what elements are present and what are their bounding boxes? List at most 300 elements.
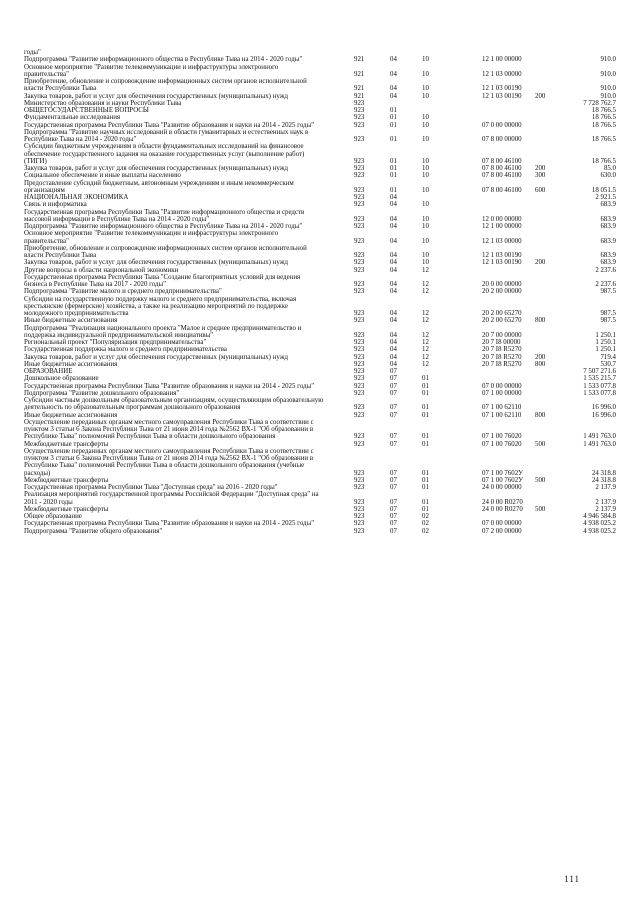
section-code: 04 (390, 281, 397, 288)
target-article-code: 07 1 00 62110 (482, 411, 522, 419)
subsection-code: 01 (422, 433, 429, 441)
target-article-code: 12 1 00 00000 (482, 56, 522, 64)
target-article-code: 07 0 00 00000 (482, 382, 522, 390)
row-name: Фундаментальные исследования (24, 114, 121, 122)
amount: 1 533 077.8 (583, 382, 616, 390)
admin-code: 923 (354, 259, 365, 267)
section-code: 04 (390, 331, 397, 339)
admin-code: 923 (354, 310, 365, 317)
subsection-code: 12 (422, 266, 429, 274)
subsection-code: 12 (422, 317, 429, 325)
amount: 2 237.6 (595, 266, 616, 274)
row-name: Другие вопросы в области национальной экономики (24, 266, 179, 274)
admin-code: 923 (354, 520, 365, 528)
section-code: 04 (390, 92, 397, 100)
table-row (24, 368, 616, 375)
subsection-code: 10 (422, 215, 429, 223)
row-name: Межбюджетные трансферты (24, 505, 109, 513)
subsection-code: 10 (422, 92, 429, 100)
admin-code: 923 (354, 476, 365, 484)
target-article-code: 12 1 00 00000 (482, 223, 522, 230)
expense-type-code: 800 (535, 317, 546, 325)
admin-code: 923 (354, 375, 365, 383)
subsection-code: 12 (422, 310, 429, 317)
amount: 683.9 (600, 215, 616, 223)
section-code: 07 (390, 375, 397, 383)
table-row (24, 477, 616, 484)
row-name: Государственная программа Республики Тыва "Доступная среда" на 2016 - 2020 годы" (24, 484, 278, 491)
expense-type-code: 600 (535, 186, 546, 194)
row-name: Государственная программа Республики Тыва "Развитие образования и науки на 2014 - 2025 годы" (24, 520, 315, 528)
subsection-code: 10 (422, 223, 429, 230)
row-name: Подпрограмма "Развитие информационного общества в Республике Тыва на 2014 - 2020 годы" (24, 223, 303, 230)
admin-code: 923 (354, 440, 365, 448)
table-row (24, 129, 616, 144)
amount: 18 051.5 (591, 186, 616, 194)
table-row (24, 528, 616, 535)
admin-code: 923 (354, 194, 365, 201)
amount: 987.5 (600, 288, 616, 296)
section-code: 04 (390, 353, 397, 361)
target-article-code: 07 8 00 46100 (482, 165, 522, 172)
section-code: 04 (390, 194, 397, 201)
amount: 7 507 271.6 (583, 368, 616, 375)
expense-type-code: 800 (535, 411, 546, 419)
subsection-code: 10 (422, 157, 429, 165)
section-code: 07 (390, 469, 397, 477)
table-row (24, 201, 616, 208)
row-name: Социальное обеспечение и иные выплаты населению (24, 172, 181, 180)
table-row (24, 441, 616, 448)
amount: 719.4 (600, 353, 616, 361)
row-name: Региональный проект "Популяризация предпринимательства" (24, 339, 207, 346)
admin-code: 923 (354, 252, 365, 259)
target-article-code: 07 8 00 46100 (482, 186, 522, 194)
admin-code: 923 (354, 346, 365, 354)
row-name: Основное мероприятие "Развитие телекоммуникации и инфраструктуры электронного правительства" (24, 63, 279, 78)
amount: 1 535 215.7 (583, 375, 616, 383)
amount: 24 318.8 (591, 476, 616, 484)
amount: 910.0 (600, 70, 616, 78)
row-name: Государственная программа Республики Тыва "Развитие образования и науки на 2014 - 2025 годы" (24, 121, 315, 129)
section-code: 04 (390, 223, 397, 230)
target-article-code: 12 1 03 00000 (482, 237, 522, 245)
table-row (24, 354, 616, 361)
row-name: Основное мероприятие "Развитие телекоммуникации и инфраструктуры электронного правительства" (24, 230, 279, 245)
table-row (24, 339, 616, 346)
section-code: 01 (390, 114, 397, 122)
admin-code: 923 (354, 201, 365, 209)
section-code: 01 (390, 136, 397, 143)
admin-code: 923 (354, 165, 365, 172)
expense-type-code: 500 (535, 505, 546, 513)
table-row (24, 375, 616, 382)
section-code: 07 (390, 513, 397, 520)
section-code: 07 (390, 440, 397, 448)
subsection-code: 01 (422, 411, 429, 419)
admin-code: 923 (354, 505, 365, 513)
target-article-code: 12 1 03 00000 (482, 70, 522, 78)
row-name: Предоставление субсидий бюджетным, автономным учреждениям и иным некоммерческим организациям (24, 179, 294, 194)
expense-type-code: 300 (535, 172, 546, 180)
target-article-code: 20 7 I8 00000 (482, 339, 521, 346)
target-article-code: 07 8 00 46100 (482, 157, 522, 165)
table-row (24, 114, 616, 121)
table-row (24, 346, 616, 353)
amount: 16 996.0 (591, 404, 616, 412)
row-name: Закупка товаров, работ и услуг для обеспечения государственных (муниципальных) нужд (24, 259, 288, 267)
admin-code: 923 (354, 121, 365, 129)
table-row (24, 491, 616, 506)
row-name: Закупка товаров, работ и услуг для обеспечения государственных (муниципальных) нужд (24, 165, 288, 172)
table-row (24, 448, 616, 477)
section-code: 07 (390, 389, 397, 397)
row-name: Подпрограмма "Развитие дошкольного образования" (24, 389, 180, 397)
row-name: Связь и информатика (24, 201, 87, 209)
target-article-code: 20 7 00 00000 (482, 331, 522, 339)
amount: 2 137.9 (595, 505, 616, 513)
admin-code: 923 (354, 433, 365, 441)
admin-code: 923 (354, 527, 365, 535)
row-name: Субсидии бюджетным учреждениям в области фундаментальных исследований на финансовое обеспечение государственного задания на оказание государственных услуг (выполнение работ) (ТИГИ) (24, 143, 305, 165)
subsection-code: 10 (422, 237, 429, 245)
subsection-code: 01 (422, 375, 429, 383)
admin-code: 923 (354, 368, 365, 375)
subsection-code: 12 (422, 339, 429, 346)
admin-code: 923 (354, 317, 365, 325)
section-code: 04 (390, 288, 397, 296)
section-code: 07 (390, 498, 397, 506)
table-row (24, 412, 616, 419)
table-row (24, 230, 616, 245)
subsection-code: 10 (422, 136, 429, 143)
section-code: 04 (390, 85, 397, 93)
row-name: Государственная программа Республики Тыва "Создание благоприятных условий для ведения бизнеса в Республике Тыва на 2017 - 2020 годы" (24, 273, 301, 288)
table-row (24, 484, 616, 491)
target-article-code: 07 1 00 7602У (482, 476, 524, 484)
admin-code: 923 (354, 266, 365, 274)
amount: 1 491 763.0 (583, 433, 616, 441)
amount: 7 728 762.7 (583, 99, 616, 107)
target-article-code: 12 1 03 00190 (482, 259, 522, 267)
amount: 2 237.6 (595, 281, 616, 288)
section-code: 01 (390, 121, 397, 129)
amount: 4 938 025.2 (583, 520, 616, 528)
expense-type-code: 200 (535, 259, 546, 267)
amount: 18 766.5 (591, 136, 616, 143)
amount: 18 766.5 (591, 157, 616, 165)
target-article-code: 12 1 03 00190 (482, 252, 522, 259)
row-name: Иные бюджетные ассигнования (24, 411, 118, 419)
table-row (24, 506, 616, 513)
table-row (24, 325, 616, 340)
row-name: ОБРАЗОВАНИЕ (24, 368, 73, 375)
section-code: 01 (390, 172, 397, 180)
admin-code: 923 (354, 237, 365, 245)
admin-code: 923 (354, 157, 365, 165)
subsection-code: 01 (422, 469, 429, 477)
row-name: Подпрограмма "Развитие общего образования" (24, 527, 163, 535)
section-code: 07 (390, 404, 397, 412)
target-article-code: 12 1 03 00190 (482, 92, 522, 100)
budget-table (24, 49, 616, 535)
target-article-code: 07 8 00 00000 (482, 136, 522, 143)
subsection-code: 10 (422, 186, 429, 194)
admin-code: 923 (354, 353, 365, 361)
row-name: Подпрограмма "Развитие малого и среднего предпринимательства" (24, 288, 222, 296)
target-article-code: 20 0 00 00000 (482, 281, 522, 288)
subsection-code: 10 (422, 85, 429, 93)
table-row (24, 383, 616, 390)
subsection-code: 02 (422, 513, 429, 520)
amount: 530.7 (600, 360, 616, 368)
admin-code: 923 (354, 513, 365, 520)
table-row (24, 56, 616, 63)
row-name: Осуществление переданных органам местного самоуправления Республики Тыва в соответствии с пунктом 3 статьи 6 Закона Республики Тыва от 21 июня 2014 года №2562 ВХ-1 "Об образовании в Республике Тыва" полномочий Республики Тыва в области дошкольного образования (учебные расходы) (24, 447, 314, 477)
admin-code: 921 (354, 70, 365, 78)
table-row (24, 274, 616, 289)
admin-code: 923 (354, 186, 365, 194)
section-code: 04 (390, 360, 397, 368)
section-code: 07 (390, 520, 397, 528)
target-article-code: 20 7 I8 R5270 (482, 353, 522, 361)
target-article-code: 07 1 00 00000 (482, 389, 522, 397)
row-name: Государственная поддержка малого и среднего предпринимательства (24, 346, 227, 354)
amount: 910.0 (600, 85, 616, 93)
amount: 1 250.1 (595, 346, 616, 354)
target-article-code: 24 0 00 00000 (482, 484, 522, 491)
row-name: Министерство образования и науки Республики Тыва (24, 99, 182, 107)
table-row (24, 165, 616, 172)
table-row (24, 64, 616, 79)
target-article-code: 24 0 00 R0270 (482, 498, 523, 506)
subsection-code: 10 (422, 70, 429, 78)
table-row (24, 172, 616, 179)
table-row (24, 267, 616, 274)
table-row (24, 390, 616, 397)
amount: 18 766.5 (591, 121, 616, 129)
admin-code: 923 (354, 469, 365, 477)
subsection-code: 12 (422, 346, 429, 354)
row-name: Субсидии на государственную поддержку малого и среднего предпринимательства, включая крестьянские (фермерские) хозяйства, а также на реализацию мероприятий по поддержке молодежного предпринимательства (24, 295, 297, 317)
amount: 683.9 (600, 223, 616, 230)
target-article-code: 07 1 00 62110 (482, 404, 522, 412)
subsection-code: 01 (422, 498, 429, 506)
amount: 2 137.9 (595, 498, 616, 506)
admin-code: 923 (354, 215, 365, 223)
row-name: Межбюджетные трансферты (24, 476, 109, 484)
subsection-code: 10 (422, 259, 429, 267)
table-row (24, 317, 616, 324)
row-name: Иные бюджетные ассигнования (24, 317, 118, 325)
admin-code: 923 (354, 281, 365, 288)
expense-type-code: 500 (535, 476, 546, 484)
subsection-code: 01 (422, 404, 429, 412)
admin-code: 923 (354, 99, 365, 107)
section-code: 07 (390, 368, 397, 375)
admin-code: 923 (354, 360, 365, 368)
amount: 18 766.5 (591, 114, 616, 122)
subsection-code: 01 (422, 476, 429, 484)
subsection-code: 12 (422, 288, 429, 296)
target-article-code: 20 7 I8 R5270 (482, 346, 522, 354)
admin-code: 923 (354, 484, 365, 491)
table-row (24, 520, 616, 527)
expense-type-code: 200 (535, 92, 546, 100)
expense-type-code: 200 (535, 353, 546, 361)
amount: 4 946 584.8 (583, 513, 616, 520)
admin-code: 923 (354, 331, 365, 339)
section-code: 04 (390, 237, 397, 245)
target-article-code: 12 1 03 00190 (482, 85, 522, 93)
section-code: 07 (390, 433, 397, 441)
amount: 987.5 (600, 317, 616, 325)
section-code: 04 (390, 252, 397, 259)
table-row (24, 143, 616, 165)
row-name: Субсидии частным дошкольным образовательным организациям, осуществляющим образовательную деятельность по образовательным программам дошкольного образования (24, 397, 324, 412)
target-article-code: 07 2 00 00000 (482, 527, 522, 535)
table-row (24, 122, 616, 129)
subsection-code: 12 (422, 360, 429, 368)
subsection-code: 01 (422, 484, 429, 491)
row-name: Государственная программа Республики Тыва "Развитие образования и науки на 2014 - 2025 годы" (24, 382, 315, 390)
amount: 683.9 (600, 259, 616, 267)
row-name: Подпрограмма "Развитие информационного общества в Республике Тыва на 2014 - 2020 годы" (24, 56, 303, 64)
target-article-code: 20 2 00 00000 (482, 288, 522, 296)
amount: 1 250.1 (595, 331, 616, 339)
section-code: 04 (390, 70, 397, 78)
table-row (24, 194, 616, 201)
target-article-code: 07 1 00 76020 (482, 440, 522, 448)
target-article-code: 07 1 00 76020 (482, 433, 522, 441)
subsection-code: 10 (422, 172, 429, 180)
section-code: 07 (390, 382, 397, 390)
row-name: Реализация мероприятий государственной программы Российской Федерации "Доступная среда" на 2011 - 2020 годы (24, 491, 319, 506)
table-row (24, 288, 616, 295)
page-number: 111 (564, 874, 580, 884)
amount: 910.0 (600, 56, 616, 64)
subsection-code: 10 (422, 114, 429, 122)
section-code: 04 (390, 346, 397, 354)
subsection-code: 10 (422, 165, 429, 172)
amount: 630.0 (600, 172, 616, 180)
admin-code: 923 (354, 339, 365, 346)
subsection-code: 02 (422, 520, 429, 528)
row-name: Государственная программа Республики Тыва "Развитие информационного общества и средств массовой информации в Республике Тыва на 2014 - 2020 годы" (24, 208, 305, 223)
row-name: Иные бюджетные ассигнования (24, 360, 118, 368)
section-code: 07 (390, 527, 397, 535)
amount: 16 996.0 (591, 411, 616, 419)
admin-code: 921 (354, 92, 365, 100)
row-name: Закупка товаров, работ и услуг для обеспечения государственных (муниципальных) нужд (24, 353, 288, 361)
subsection-code: 12 (422, 281, 429, 288)
section-code: 04 (390, 339, 397, 346)
section-code: 01 (390, 107, 397, 114)
subsection-code: 10 (422, 252, 429, 259)
admin-code: 923 (354, 107, 365, 114)
row-name: Приобретение, обновление и сопровождение информационных систем органов исполнительной власти Республики Тыва (24, 78, 307, 93)
amount: 1 491 763.0 (583, 440, 616, 448)
target-article-code: 20 7 I8 R5270 (482, 360, 522, 368)
section-code: 01 (390, 186, 397, 194)
admin-code: 923 (354, 288, 365, 296)
expense-type-code: 200 (535, 165, 546, 172)
target-article-code: 07 0 00 00000 (482, 121, 522, 129)
target-article-code: 24 0 00 R0270 (482, 505, 523, 513)
table-row (24, 245, 616, 260)
row-name: Дошкольное образование (24, 375, 99, 383)
row-name: Общее образование (24, 513, 82, 520)
row-name: Осуществление переданных органам местного самоуправления Республики Тыва в соответствии с пунктом 3 статьи 6 Закона Республики Тыва от 21 июня 2014 года №2562 ВХ-1 "Об образовании в Республике Тыва" полномочий Республики Тыва в области дошкольного образования (24, 418, 314, 441)
target-article-code: 07 8 00 46100 (482, 172, 522, 180)
amount: 910.0 (600, 92, 616, 100)
expense-type-code: 500 (535, 440, 546, 448)
section-code: 04 (390, 215, 397, 223)
subsection-code: 12 (422, 331, 429, 339)
section-code: 01 (390, 165, 397, 172)
table-row (24, 49, 616, 56)
section-code: 04 (390, 201, 397, 209)
section-code: 04 (390, 56, 397, 64)
subsection-code: 10 (422, 201, 429, 209)
section-code: 07 (390, 484, 397, 491)
section-code: 04 (390, 317, 397, 325)
admin-code: 923 (354, 389, 365, 397)
row-name: Межбюджетные трансферты (24, 440, 109, 448)
table-row (24, 78, 616, 93)
amount: 2 921.5 (595, 194, 616, 201)
target-article-code: 20 2 00 65270 (482, 310, 522, 317)
section-code: 04 (390, 259, 397, 267)
table-row (24, 107, 616, 114)
target-article-code: 07 0 00 00000 (482, 520, 522, 528)
section-code: 04 (390, 266, 397, 274)
target-article-code: 20 2 00 65270 (482, 317, 522, 325)
row-name: Приобретение, обновление и сопровождение информационных систем органов исполнительной власти Республики Тыва (24, 244, 307, 259)
table-row (24, 397, 616, 412)
expense-type-code: 800 (535, 360, 546, 368)
admin-code: 923 (354, 114, 365, 122)
row-name: НАЦИОНАЛЬНАЯ ЭКОНОМИКА (24, 194, 129, 201)
amount: 683.9 (600, 252, 616, 259)
subsection-code: 02 (422, 527, 429, 535)
amount: 683.9 (600, 237, 616, 245)
row-name: ОБЩЕГОСУДАРСТВЕННЫЕ ВОПРОСЫ (24, 107, 149, 114)
amount: 85.0 (603, 165, 616, 172)
admin-code: 921 (354, 56, 365, 64)
target-article-code: 07 1 00 7602У (482, 469, 524, 477)
section-code: 07 (390, 476, 397, 484)
amount: 1 250.1 (595, 339, 616, 346)
admin-code: 923 (354, 223, 365, 230)
admin-code: 923 (354, 136, 365, 143)
subsection-code: 12 (422, 353, 429, 361)
admin-code: 921 (354, 85, 365, 93)
table-row (24, 361, 616, 368)
section-code: 04 (390, 310, 397, 317)
admin-code: 923 (354, 411, 365, 419)
subsection-code: 10 (422, 56, 429, 64)
table-row (24, 180, 616, 195)
table-row (24, 259, 616, 266)
section-code: 07 (390, 505, 397, 513)
table-row (24, 419, 616, 441)
amount: 1 533 077.8 (583, 389, 616, 397)
row-name: Подпрограмма "Реализация национального проекта "Малое и среднее предпринимательство и поддержка индивидуальной предпринимательской инициативы" (24, 324, 302, 339)
admin-code: 923 (354, 172, 365, 180)
admin-code: 923 (354, 382, 365, 390)
table-row (24, 209, 616, 224)
